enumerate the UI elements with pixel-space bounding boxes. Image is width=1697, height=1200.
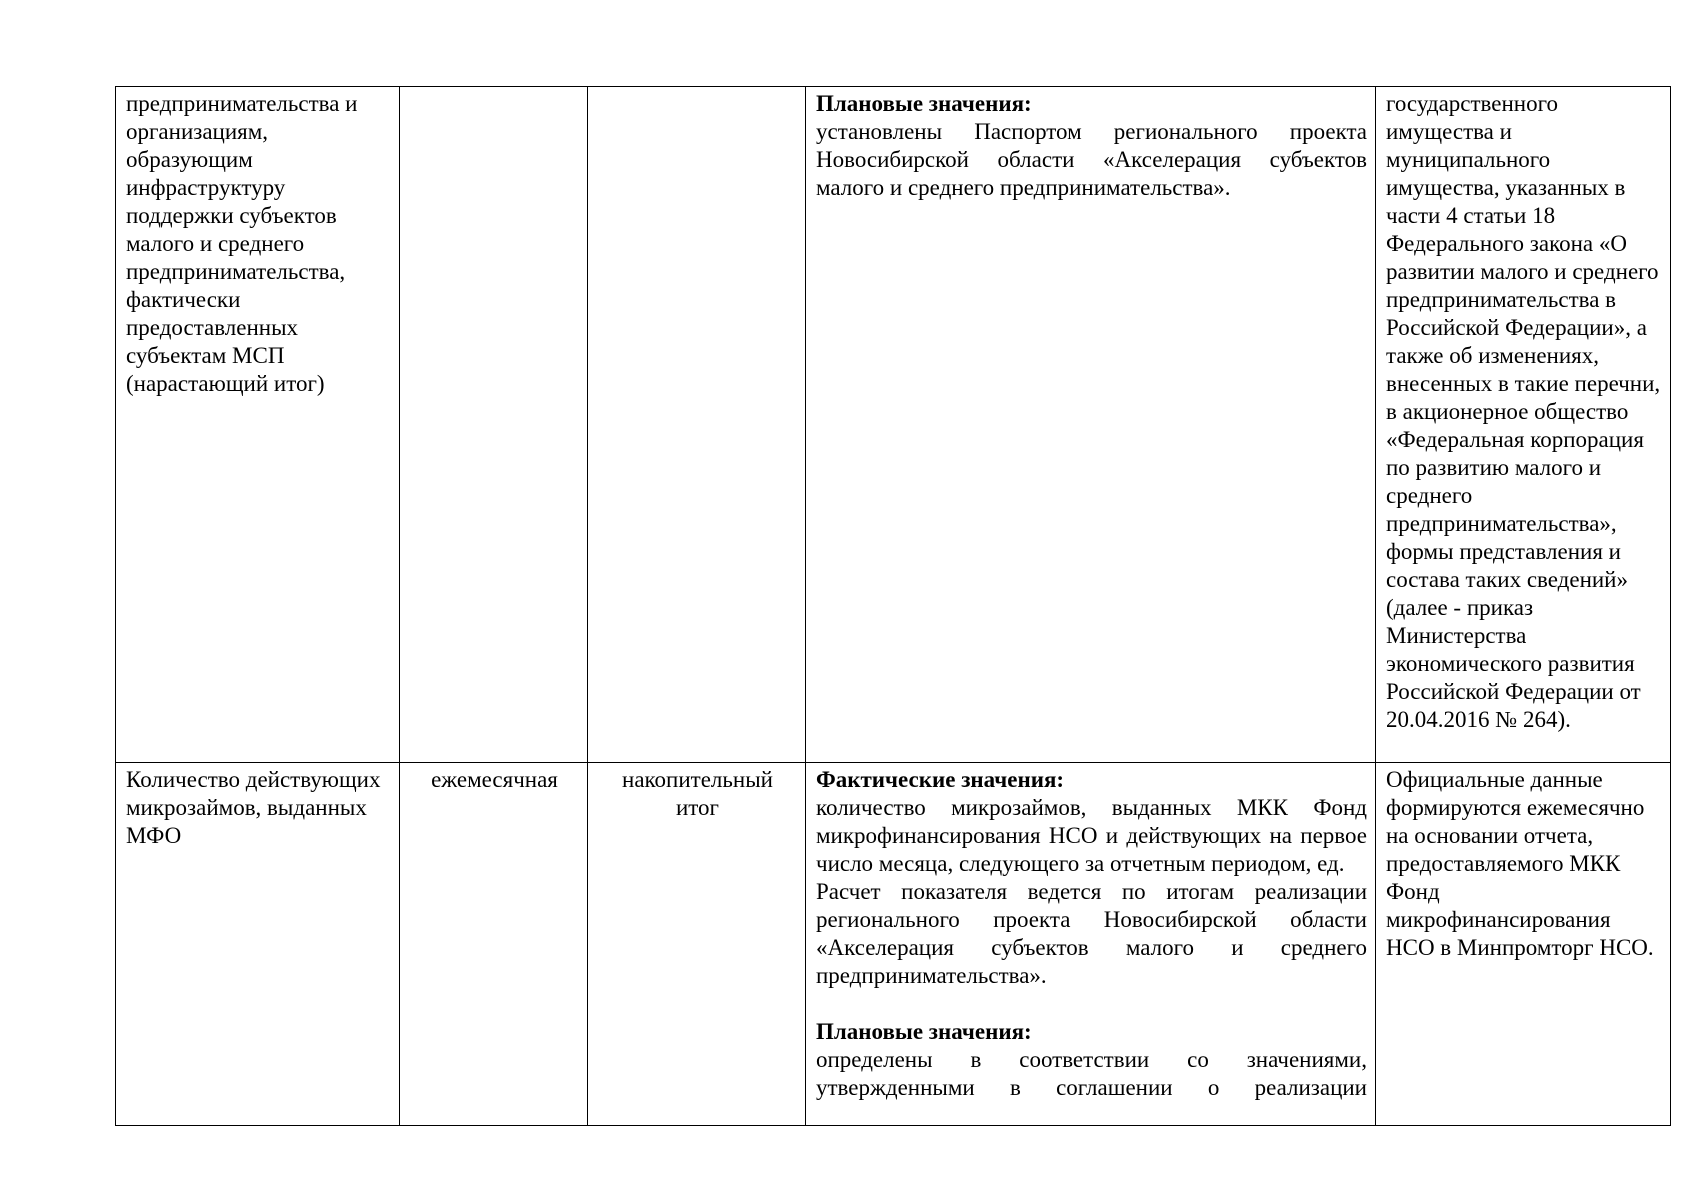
- table-row: [116, 763, 1671, 1126]
- planned-values-heading: Плановые значения:: [816, 91, 1032, 116]
- indicator-name-cell: [116, 87, 400, 763]
- actual-values-heading: Фактические значения:: [816, 767, 1065, 792]
- data-source: государственного имущества и муниципального имущества, указанных в части 4 статьи 18 Федерального закона «О развитии малого и среднего предпринимательства в Российской Федерации», а также об изменениях, внесенных в такие перечни, в акционерное общество «Федеральная корпорация по развитию малого и среднего предпринимательства», формы представления и состава таких сведений» (далее - приказ Министерства экономического развития Российской Федерации от 20.04.2016 № 264).: [1386, 91, 1661, 732]
- method-cell: [806, 87, 1376, 763]
- indicators-table: [115, 86, 1671, 1126]
- table-row: [116, 87, 1671, 763]
- source-cell: [1376, 763, 1671, 1126]
- indicator-name: Количество действующих микрозаймов, выданных МФО: [126, 767, 381, 848]
- calculation-note: Расчет показателя ведется по итогам реализации регионального проекта Новосибирской области «Акселерация субъектов малого и среднего предпринимательства».: [816, 879, 1367, 988]
- planned-values-heading: Плановые значения:: [816, 1019, 1032, 1044]
- indicator-name-cell: [116, 763, 400, 1126]
- source-cell: [1376, 87, 1671, 763]
- indicator-type-cell: [588, 763, 806, 1126]
- indicator-type: накопительный итог: [622, 767, 773, 820]
- actual-values-text: количество микрозаймов, выданных МКК Фонд микрофинансирования НСО и действующих на первое число месяца, следующего за отчетным периодом, ед.: [816, 795, 1367, 876]
- paragraph-gap: [816, 990, 1367, 1018]
- periodicity-cell: [400, 87, 588, 763]
- indicator-type-cell: [588, 87, 806, 763]
- planned-values-text: определены в соответствии со значениями, утвержденными в соглашении о реализации: [816, 1047, 1367, 1100]
- planned-values-text: установлены Паспортом регионального проекта Новосибирской области «Акселерация субъектов малого и среднего предпринимательства».: [816, 119, 1367, 200]
- periodicity: ежемесячная: [431, 767, 558, 792]
- indicator-name: предпринимательства и организациям, образующим инфраструктуру поддержки субъектов малого и среднего предпринимательства, фактически предоставленных субъектам МСП (нарастающий итог): [126, 91, 358, 396]
- periodicity-cell: [400, 763, 588, 1126]
- data-source: Официальные данные формируются ежемесячно на основании отчета, предоставляемого МКК Фонд микрофинансирования НСО в Минпромторг НСО.: [1386, 767, 1654, 960]
- method-cell: [806, 763, 1376, 1126]
